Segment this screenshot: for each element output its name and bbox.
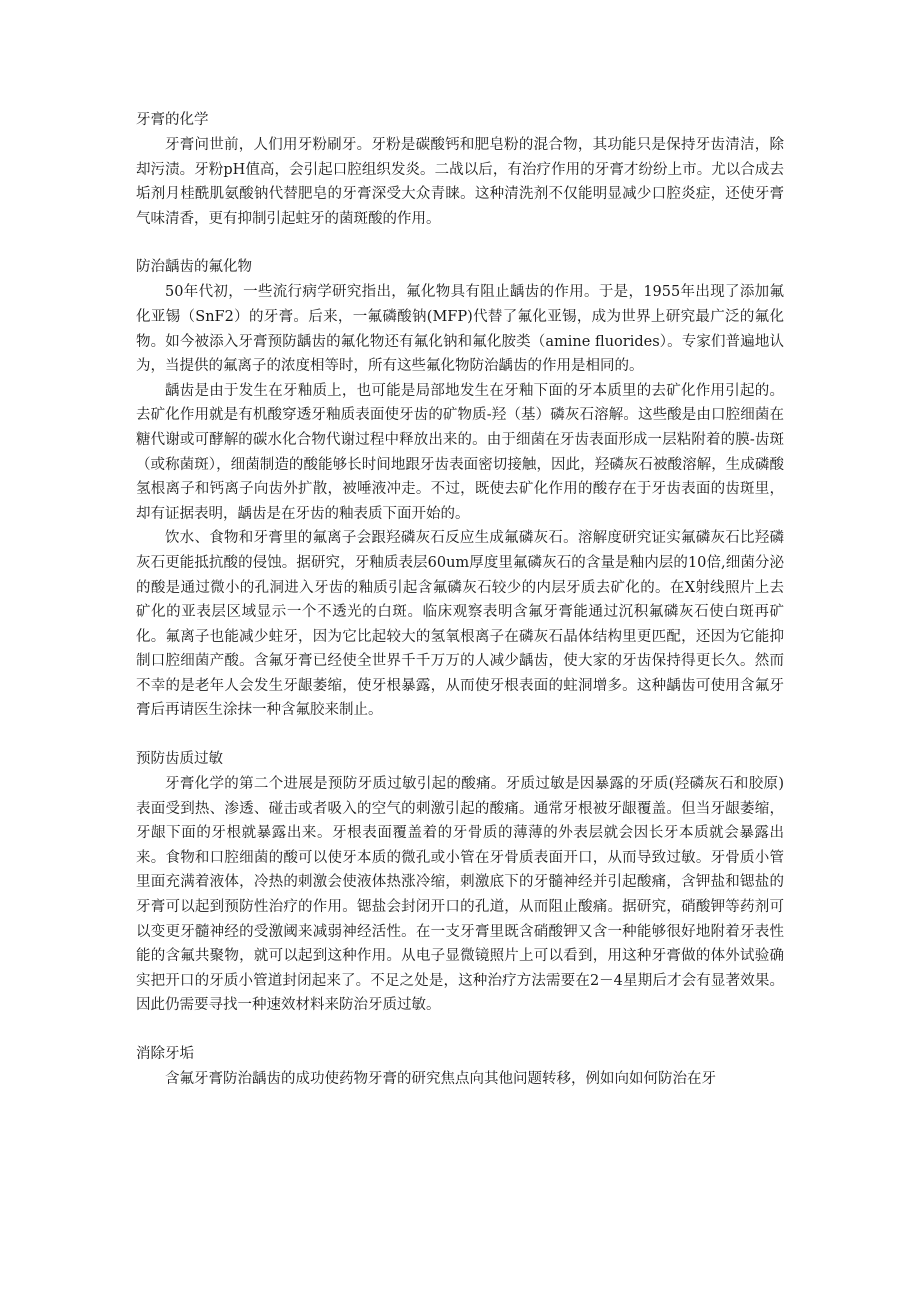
paragraph: 饮水、食物和牙膏里的氟离子会跟羟磷灰石反应生成氟磷灰石。溶解度研究证实氟磷灰石比羟磷灰石更能抵抗酸的侵蚀。据研究，牙釉质表层60um厚度里氟磷灰石的含量是釉内层的10倍,细菌分泌的酸是通过微小的孔洞进入牙齿的釉质引起含氟磷灰石较少的内层牙质去矿化的。在X射线照片上去矿化的亚表层区域显示一个不透光的白斑。临床观察表明含氟牙膏能通过沉积氟磷灰石使白斑再矿化。氟离子也能减少蛀牙，因为它比起较大的氢氧根离子在磷灰石晶体结构里更匹配，还因为它能抑制口腔细菌产酸。含氟牙膏已经使全世界千千万万的人减少龋齿，使大家的牙齿保持得更长久。然而不幸的是老年人会发生牙龈萎缩，使牙根暴露，从而使牙根表面的蛀洞增多。这种龋齿可使用含氟牙膏后再请医生涂抹一种含氟胶来制止。	[136, 530, 784, 719]
section-title-tartar: 消除牙垢	[136, 1046, 194, 1062]
paragraph: 50年代初，一些流行病学研究指出，氟化物具有阻止龋齿的作用。于是，1955年出现了添加氟化亚锡（SnF2）的牙膏。后来，一氟磷酸钠(MFP)代替了氟化亚锡，成为世界上研究最广泛的氟化物。如今被添入牙膏预防龋齿的氟化物还有氟化钠和氟化胺类（amine fluorides）。专家们普遍地认为，当提供的氟离子的浓度相等时，所有这些氟化物防治龋齿的作用是相同的。	[136, 284, 784, 375]
section-title-chemistry: 牙膏的化学	[136, 112, 209, 128]
section-spacer	[136, 231, 784, 255]
section-title-fluoride: 防治龋齿的氟化物	[136, 259, 252, 276]
paragraph: 牙膏化学的第二个进展是预防牙质过敏引起的酸痛。牙质过敏是因暴露的牙质(羟磷灰石和胶原)表面受到热、渗透、碰击或者吸入的空气的刺激引起的酸痛。通常牙根被牙龈覆盖。但当牙龈萎缩，牙龈下面的牙根就暴露出来。牙根表面覆盖着的牙骨质的薄薄的外表层就会因长牙本质就会暴露出来。食物和口腔细菌的酸可以使牙本质的微孔或小管在牙骨质表面开口，从而导致过敏。牙骨质小管里面充满着液体，冷热的刺激会使液体热涨冷缩，刺激底下的牙髓神经并引起酸痛，含钾盐和锶盐的牙膏可以起到预防性治疗的作用。锶盐会封闭开口的孔道，从而阻止酸痛。据研究，硝酸钾等药剂可以变更牙髓神经的受激阈来减弱神经活性。在一支牙膏里既含硝酸钾又含一种能够很好地附着牙表性能的含氟共聚物，就可以起到这种作用。从电子显微镜照片上可以看到，用这种牙膏做的体外试验确实把开口的牙质小管道封闭起来了。不足之处是，这种治疗方法需要在2－4星期后才会有显著效果。因此仍需要寻找一种速效材料来防治牙质过敏。	[136, 776, 784, 1014]
paragraph: 龋齿是由于发生在牙釉质上，也可能是局部地发生在牙釉下面的牙本质里的去矿化作用引起的。去矿化作用就是有机酸穿透牙釉质表面使牙齿的矿物质-羟（基）磷灰石溶解。这些酸是由口腔细菌在糖代谢或可酵解的碳水化合物代谢过程中释放出来的。由于细菌在牙齿表面形成一层粘附着的膜-齿斑（或称菌斑），细菌制造的酸能够长时间地跟牙齿表面密切接触，因此，羟磷灰石被酸溶解，生成磷酸氢根离子和钙离子向齿外扩散，被唾液冲走。不过，既使去矿化作用的酸存在于牙齿表面的齿斑里，却有证据表明，龋齿是在牙齿的釉表质下面开始的。	[136, 382, 784, 522]
section-spacer	[136, 1018, 784, 1042]
section-spacer	[136, 723, 784, 747]
paragraph: 含氟牙膏防治龋齿的成功使药物牙膏的研究焦点向其他问题转移，例如向如何防治在牙	[165, 1071, 716, 1087]
paragraph: 牙膏问世前，人们用牙粉刷牙。牙粉是碳酸钙和肥皂粉的混合物，其功能只是保持牙齿清洁，除却污渍。牙粉pH值高，会引起口腔组织发炎。二战以后，有治疗作用的牙膏才纷纷上市。尤以合成去垢剂月桂酰肌氨酸钠代替肥皂的牙膏深受大众青睐。这种清洗剂不仅能明显减少口腔炎症，还使牙膏气味清香，更有抑制引起蛀牙的菌斑酸的作用。	[136, 137, 784, 227]
section-title-sensitivity: 预防齿质过敏	[136, 751, 223, 768]
document-page	[136, 108, 784, 1092]
